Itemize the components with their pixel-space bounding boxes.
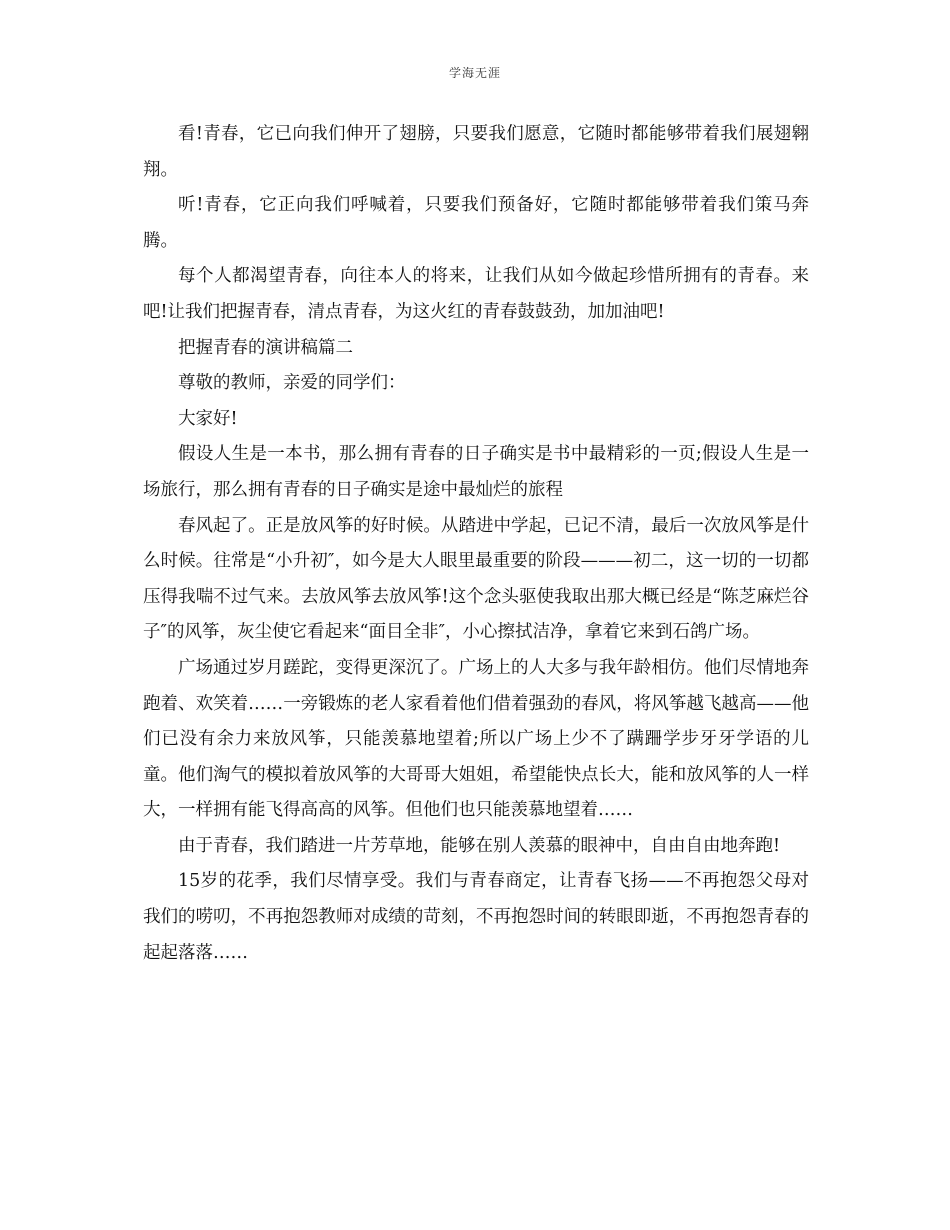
greeting: 大家好! xyxy=(178,408,238,429)
paragraph: 听!青春，它正向我们呼喊着，只要我们预备好，它随时都能够带着我们策马奔腾。 xyxy=(143,195,809,251)
salutation: 尊敬的教师，亲爱的同学们： xyxy=(178,373,406,394)
paragraph: 看!青春，它已向我们伸开了翅膀，只要我们愿意，它随时都能够带着我们展翅翱翔。 xyxy=(143,124,809,180)
paragraph: 春风起了。正是放风筝的好时候。从踏进中学起，已记不清，最后一次放风筝是什么时候。往常是“小升初″，如今是大人眼里最重要的阶段———初二，这一切的一切都压得我喘不过气来。去放风筝去放风筝!这个念头驱使我取出那大概已经是“陈芝麻烂谷子″的风筝，灰尘使它看起来“面目全非″，小心擦拭洁净，拿着它来到石鸽广场。 xyxy=(143,515,809,643)
paragraph: 每个人都渴望青春，向往本人的将来，让我们从如今做起珍惜所拥有的青春。来吧!让我们把握青春，清点青春，为这火红的青春鼓鼓劲，加加油吧! xyxy=(143,266,809,322)
document-body xyxy=(143,117,809,971)
paragraph: 15岁的花季，我们尽情享受。我们与青春商定，让青春飞扬——不再抱怨父母对我们的唠叨，不再抱怨教师对成绩的苛刻，不再抱怨时间的转眼即逝，不再抱怨青春的起起落落…… xyxy=(143,871,809,963)
page-header: 学海无涯 xyxy=(448,66,501,80)
paragraph: 假设人生是一本书，那么拥有青春的日子确实是书中最精彩的一页;假设人生是一场旅行，那么拥有青春的日子确实是途中最灿烂的旅程 xyxy=(143,444,809,500)
section-heading: 把握青春的演讲稿篇二 xyxy=(178,337,353,358)
paragraph: 由于青春，我们踏进一片芳草地，能够在别人羡慕的眼神中，自由自由地奔跑! xyxy=(178,835,781,856)
paragraph: 广场通过岁月蹉跎，变得更深沉了。广场上的人大多与我年龄相仿。他们尽情地奔跑着、欢笑着……一旁锻炼的老人家看着他们借着强劲的春风，将风筝越飞越高——他们已没有余力来放风筝，只能羡慕地望着;所以广场上少不了蹒跚学步牙牙学语的儿童。他们淘气的模拟着放风筝的大哥哥大姐姐，希望能快点长大，能和放风筝的人一样大，一样拥有能飞得高高的风筝。但他们也只能羡慕地望着…… xyxy=(143,657,809,821)
